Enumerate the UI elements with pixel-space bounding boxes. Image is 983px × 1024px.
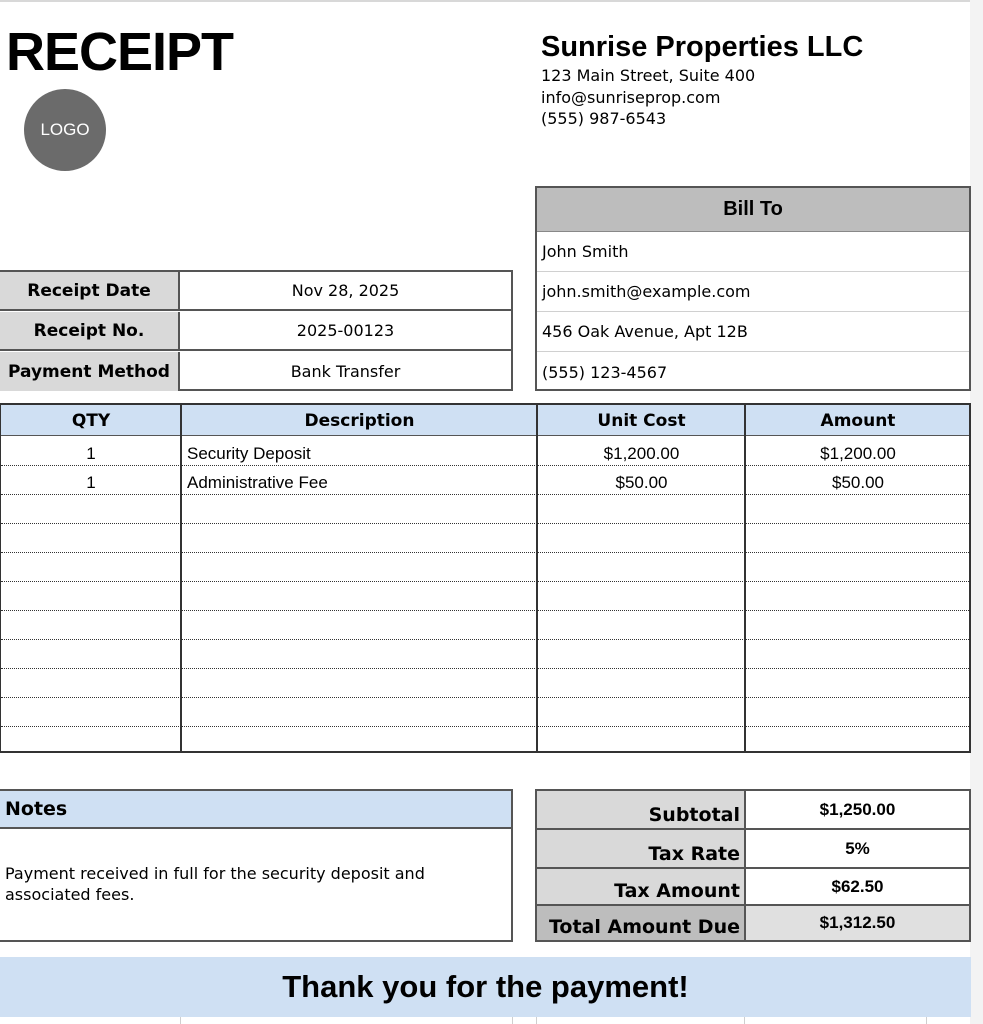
meta-row-number [0, 312, 511, 351]
receipt-title: RECEIPT [6, 22, 234, 82]
empty-row[interactable] [1, 524, 969, 553]
empty-row[interactable] [1, 611, 969, 640]
subtotal-label: Subtotal [537, 791, 746, 828]
logo-placeholder [24, 89, 106, 171]
grid-line [926, 1017, 927, 1024]
receipt-number-label: Receipt No. [0, 312, 180, 349]
header-qty: QTY [71, 410, 111, 431]
row-description[interactable]: Administrative Fee [187, 473, 328, 492]
company-name: Sunrise Properties LLC [541, 31, 864, 63]
bill-to-phone[interactable]: (555) 123-4567 [542, 362, 668, 382]
payment-method-value[interactable]: Bank Transfer [290, 362, 401, 381]
bill-to-section [535, 186, 971, 391]
row-unit-cost[interactable]: $50.00 [615, 473, 668, 492]
empty-row[interactable] [1, 582, 969, 611]
tax-rate-label: Tax Rate [537, 830, 746, 867]
receipt-date-label: Receipt Date [0, 272, 180, 309]
grid-line [180, 1017, 181, 1024]
notes-heading: Notes [0, 791, 511, 829]
notes-text[interactable]: Payment received in full for the security deposit and associated fees. [5, 864, 425, 904]
empty-row[interactable] [1, 495, 969, 524]
row-description[interactable]: Security Deposit [187, 444, 311, 463]
row-amount[interactable]: $1,200.00 [820, 444, 896, 463]
grid-line [744, 1017, 745, 1024]
row-unit-cost[interactable]: $1,200.00 [603, 444, 680, 463]
notes-section [0, 789, 513, 942]
bill-to-email[interactable]: john.smith@example.com [537, 272, 969, 312]
bill-to-heading: Bill To [537, 188, 969, 232]
tax-amount-row [537, 869, 969, 906]
receipt-date-value[interactable]: Nov 28, 2025 [291, 281, 400, 300]
table-row[interactable] [1, 437, 969, 466]
empty-row[interactable] [1, 640, 969, 669]
grid-line [536, 1017, 537, 1024]
tax-rate-row [537, 830, 969, 869]
header-unit-cost: Unit Cost [597, 410, 686, 431]
items-header-row [1, 405, 969, 436]
header-description: Description [304, 410, 415, 431]
row-amount[interactable]: $50.00 [832, 473, 884, 492]
total-due-label: Total Amount Due [537, 906, 746, 940]
totals-table [535, 789, 971, 942]
total-due-row [537, 906, 969, 940]
bill-to-address[interactable]: 456 Oak Avenue, Apt 12B [537, 312, 969, 352]
tax-amount-value[interactable]: $62.50 [831, 876, 884, 896]
total-due-value[interactable]: $1,312.50 [746, 906, 969, 940]
subtotal-value[interactable]: $1,250.00 [819, 799, 896, 819]
logo-label: LOGO [40, 120, 90, 139]
bill-to-name[interactable]: John Smith [537, 232, 969, 272]
tax-rate-value[interactable]: 5% [845, 838, 870, 858]
company-email: info@sunriseprop.com [541, 88, 721, 107]
row-qty[interactable]: 1 [86, 473, 96, 492]
subtotal-row [537, 791, 969, 830]
grid-line [512, 1017, 513, 1024]
empty-row[interactable] [1, 669, 969, 698]
tax-amount-label: Tax Amount [537, 869, 746, 904]
column-divider [744, 405, 746, 751]
top-border [0, 0, 970, 2]
payment-method-label: Payment Method [0, 352, 180, 391]
receipt-number-value[interactable]: 2025-00123 [296, 321, 395, 340]
column-divider [536, 405, 538, 751]
items-table [0, 403, 971, 753]
row-qty[interactable]: 1 [86, 444, 96, 463]
thank-you-banner: Thank you for the payment! [0, 957, 971, 1017]
receipt-meta-table [0, 270, 513, 391]
table-row[interactable] [1, 466, 969, 495]
meta-row-date [0, 272, 511, 311]
column-divider [180, 405, 182, 751]
company-address: 123 Main Street, Suite 400 [541, 66, 756, 85]
meta-row-method [0, 352, 511, 391]
header-amount: Amount [820, 410, 896, 431]
empty-row[interactable] [1, 553, 969, 582]
company-phone: (555) 987-6543 [541, 109, 667, 128]
sheet-edge [970, 0, 983, 1024]
empty-row[interactable] [1, 698, 969, 727]
